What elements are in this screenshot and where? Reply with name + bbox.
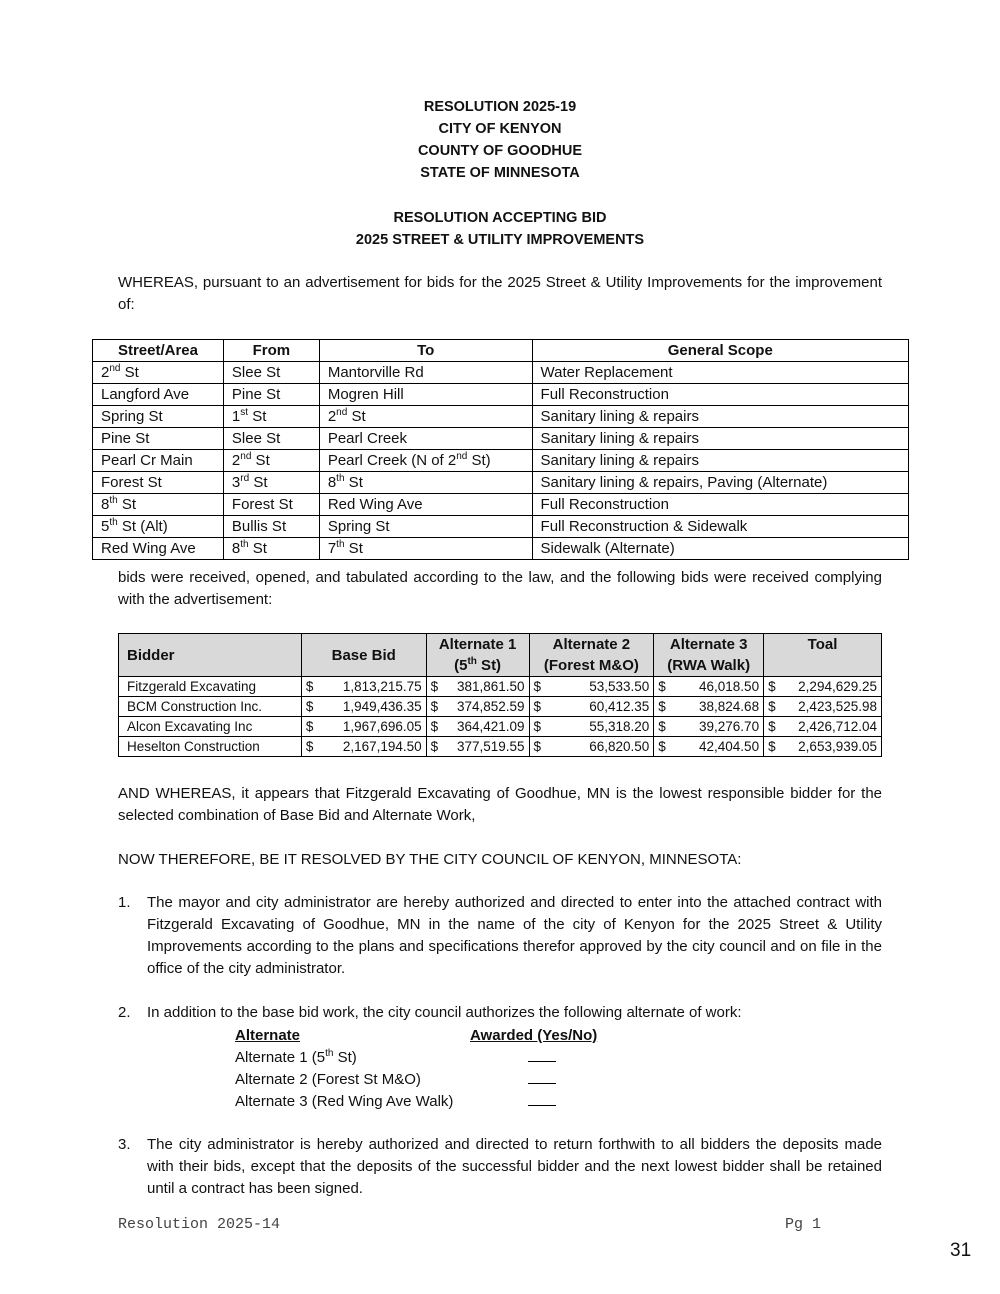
table-cell: Mogren Hill (319, 384, 532, 406)
resolution-item-2 (118, 1002, 882, 1024)
column-header (529, 634, 654, 677)
table-cell: Sidewalk (Alternate) (532, 538, 908, 560)
table-cell: Slee St (223, 362, 319, 384)
bid-amount: $ 2,423,525.98 (764, 697, 882, 717)
column-header-line: (5th St) (454, 656, 502, 674)
table-row (119, 717, 882, 737)
column-header-line: Alternate 1 (438, 636, 517, 653)
bid-amount: $ 374,852.59 (426, 697, 529, 717)
table-row (93, 472, 909, 494)
table-cell: Full Reconstruction & Sidewalk (532, 516, 908, 538)
table-cell: Forest St (223, 494, 319, 516)
bid-amount: $ 60,412.35 (529, 697, 654, 717)
column-header: To (319, 340, 532, 362)
item-number: 2. (118, 1004, 131, 1021)
alternates-list (235, 1025, 670, 1113)
table-row (93, 516, 909, 538)
alternate-row (235, 1069, 670, 1091)
bid-amount: $ 66,820.50 (529, 737, 654, 757)
table-cell: 2nd St (223, 450, 319, 472)
alternates-header (235, 1025, 670, 1047)
resolution-item-3 (118, 1134, 882, 1200)
resolution-number: RESOLUTION 2025-19 (423, 99, 577, 115)
table-cell: Red Wing Ave (93, 538, 224, 560)
alternate-label: Alternate 3 (Red Wing Ave Walk) (235, 1093, 454, 1110)
bid-amount: $ 2,167,194.50 (301, 737, 426, 757)
state-name: STATE OF MINNESOTA (420, 165, 580, 181)
resolved-statement: NOW THEREFORE, BE IT RESOLVED BY THE CITY COUNCIL OF KENYON, MINNESOTA: (118, 851, 742, 868)
column-header-line: Toal (807, 636, 838, 653)
column-header-line: (RWA Walk) (667, 657, 751, 674)
bid-amount: $ 38,824.68 (654, 697, 764, 717)
bidder-name: BCM Construction Inc. (119, 697, 302, 717)
bid-amount: $ 2,426,712.04 (764, 717, 882, 737)
alternate-row (235, 1047, 670, 1069)
bid-amount: $ 42,404.50 (654, 737, 764, 757)
bid-amount: $ 377,519.55 (426, 737, 529, 757)
column-header: From (223, 340, 319, 362)
table-row (93, 450, 909, 472)
bid-amount: $ 1,949,436.35 (301, 697, 426, 717)
table-cell: Bullis St (223, 516, 319, 538)
bid-amount: $ 53,533.50 (529, 677, 654, 697)
awarded-blank-line[interactable] (528, 1069, 556, 1084)
bid-amount: $ 46,018.50 (654, 677, 764, 697)
table-row (93, 406, 909, 428)
awarded-blank-line[interactable] (528, 1047, 556, 1062)
table-cell: Water Replacement (532, 362, 908, 384)
item-text: The mayor and city administrator are hereby authorized and directed to enter into the attached contract with Fitzgerald Excavating of Goodhue, MN in the name of the city of Kenyon for the 2025 Street & Utility Improvements according to the plans and specifications therefor approved by the city council and on file in the office of the city administrator. (147, 894, 882, 977)
bid-amount: $ 39,276.70 (654, 717, 764, 737)
table-cell: Pearl Cr Main (93, 450, 224, 472)
table-cell: Full Reconstruction (532, 384, 908, 406)
resolution-title-line-1: RESOLUTION ACCEPTING BID (393, 210, 607, 226)
column-header-line: Alternate 3 (669, 636, 748, 653)
bid-amount: $ 2,653,939.05 (764, 737, 882, 757)
table-cell: Slee St (223, 428, 319, 450)
item-number: 3. (118, 1136, 131, 1153)
table-cell: Full Reconstruction (532, 494, 908, 516)
awarded-blank-line[interactable] (528, 1091, 556, 1106)
bidder-name: Fitzgerald Excavating (119, 677, 302, 697)
resolution-header (0, 96, 1000, 184)
table-row (93, 428, 909, 450)
table-cell: Sanitary lining & repairs (532, 450, 908, 472)
column-header (426, 634, 529, 677)
bids-table (118, 633, 882, 757)
whereas-paragraph-1: WHEREAS, pursuant to an advertisement for bids for the 2025 Street & Utility Improvements for the improvement of: (118, 274, 882, 313)
awarded-column-header: Awarded (Yes/No) (470, 1027, 598, 1044)
table-cell: 1st St (223, 406, 319, 428)
table-row (93, 494, 909, 516)
table-cell: 8th St (93, 494, 224, 516)
table-cell: Spring St (93, 406, 224, 428)
bid-amount: $ 2,294,629.25 (764, 677, 882, 697)
city-name: CITY OF KENYON (438, 121, 562, 137)
table-cell: Sanitary lining & repairs (532, 428, 908, 450)
bid-amount: $ 364,421.09 (426, 717, 529, 737)
alternate-row (235, 1091, 670, 1113)
column-header: Base Bid (301, 634, 426, 677)
table-cell: Pine St (223, 384, 319, 406)
resolution-item-1 (118, 892, 882, 980)
alternate-label: Alternate 1 (5th St) (235, 1048, 357, 1066)
table-cell: Pearl Creek (319, 428, 532, 450)
bid-amount: $ 381,861.50 (426, 677, 529, 697)
column-header-line: (Forest M&O) (543, 657, 639, 674)
resolution-title-line-2: 2025 STREET & UTILITY IMPROVEMENTS (355, 232, 645, 248)
table-row (119, 737, 882, 757)
column-header-line: Alternate 2 (552, 636, 631, 653)
table-cell: Sanitary lining & repairs (532, 406, 908, 428)
streets-table (92, 339, 909, 560)
table-cell: 2nd St (319, 406, 532, 428)
column-header (764, 634, 882, 677)
column-header: General Scope (532, 340, 908, 362)
table-cell: Mantorville Rd (319, 362, 532, 384)
table-row (93, 538, 909, 560)
bid-amount: $ 55,318.20 (529, 717, 654, 737)
table-cell: Spring St (319, 516, 532, 538)
bid-amount: $ 1,967,696.05 (301, 717, 426, 737)
bidder-name: Alcon Excavating Inc (119, 717, 302, 737)
county-name: COUNTY OF GOODHUE (417, 143, 583, 159)
table-cell: Sanitary lining & repairs, Paving (Alternate) (532, 472, 908, 494)
column-header (654, 634, 764, 677)
alternate-column-header: Alternate (235, 1027, 301, 1044)
bidder-name: Heselton Construction (119, 737, 302, 757)
item-text: In addition to the base bid work, the city council authorizes the following alternate of work: (147, 1004, 742, 1021)
table-cell: Langford Ave (93, 384, 224, 406)
page-number: 31 (950, 1240, 972, 1261)
table-cell: Red Wing Ave (319, 494, 532, 516)
bids-paragraph: bids were received, opened, and tabulated according to the law, and the following bids were received complying with the advertisement: (118, 569, 882, 608)
table-row (93, 362, 909, 384)
alternate-label: Alternate 2 (Forest St M&O) (235, 1071, 421, 1088)
whereas-paragraph-2: AND WHEREAS, it appears that Fitzgerald Excavating of Goodhue, MN is the lowest responsible bidder for the selected combination of Base Bid and Alternate Work, (118, 785, 882, 824)
table-cell: Forest St (93, 472, 224, 494)
item-text: The city administrator is hereby authorized and directed to return forthwith to all bidders the deposits made with their bids, except that the deposits of the successful bidder and the next lowest bidder shall be retained until a contract has been signed. (147, 1136, 882, 1197)
streets-table-header (93, 340, 909, 362)
bid-amount: $ 1,813,215.75 (301, 677, 426, 697)
column-header: Bidder (119, 634, 302, 677)
table-cell: Pine St (93, 428, 224, 450)
table-row (93, 384, 909, 406)
resolution-title (0, 207, 1000, 251)
table-cell: 5th St (Alt) (93, 516, 224, 538)
table-cell: 2nd St (93, 362, 224, 384)
table-row (119, 697, 882, 717)
footer-page-label: Pg 1 (785, 1216, 822, 1233)
table-cell: 8th St (223, 538, 319, 560)
footer-resolution-label: Resolution 2025-14 (118, 1216, 281, 1233)
table-cell: 3rd St (223, 472, 319, 494)
item-number: 1. (118, 894, 131, 911)
bids-table-header (119, 634, 882, 677)
table-cell: 7th St (319, 538, 532, 560)
column-header: Street/Area (93, 340, 224, 362)
table-row (119, 677, 882, 697)
table-cell: 8th St (319, 472, 532, 494)
table-cell: Pearl Creek (N of 2nd St) (319, 450, 532, 472)
